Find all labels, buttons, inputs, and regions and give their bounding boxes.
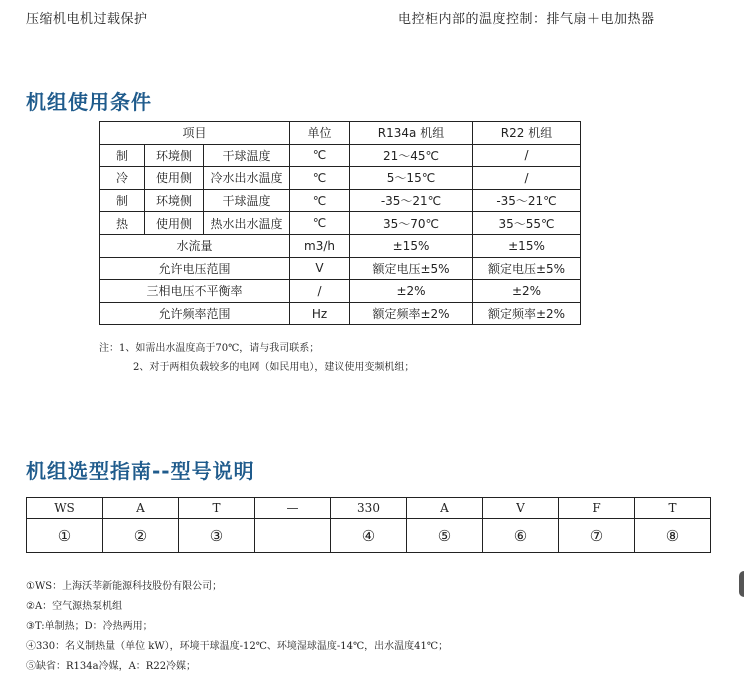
row-side: 使用侧 <box>145 212 204 235</box>
row-unit: ℃ <box>290 144 350 167</box>
code-cell: F <box>559 498 635 519</box>
row-unit: / <box>290 280 350 303</box>
table-row <box>100 189 581 212</box>
code-cell: A <box>407 498 483 519</box>
legend-item: ②A：空气源热泵机组 <box>26 601 123 612</box>
row-r134a-value: 5～15℃ <box>350 167 473 190</box>
row-r22-value: 额定电压±5% <box>473 257 581 280</box>
row-r22-value: 35～55℃ <box>473 212 581 235</box>
note-1: 注：1、如需出水温度高于70℃，请与我司联系； <box>99 343 320 354</box>
row-side: 环境侧 <box>145 189 204 212</box>
operating-conditions-table <box>99 121 581 325</box>
row-item: 干球温度 <box>204 189 290 212</box>
row-r134a-value: 额定电压±5% <box>350 257 473 280</box>
table-row <box>100 167 581 190</box>
row-r22-value: ±15% <box>473 234 581 257</box>
row-item: 允许电压范围 <box>100 257 290 280</box>
table-row <box>100 257 581 280</box>
table-header-row <box>100 122 581 145</box>
model-code-table <box>26 497 711 553</box>
row-item: 冷水出水温度 <box>204 167 290 190</box>
table-row <box>100 212 581 235</box>
row-r22-value: 额定频率±2% <box>473 302 581 325</box>
code-cell: T <box>179 498 255 519</box>
table-notes <box>99 339 414 377</box>
marker-cell: ① <box>27 519 103 553</box>
row-r134a-value: 额定频率±2% <box>350 302 473 325</box>
header-cell-unit: 单位 <box>290 122 350 145</box>
row-r22-value: -35～21℃ <box>473 189 581 212</box>
marker-cell: ⑤ <box>407 519 483 553</box>
marker-cell: ④ <box>331 519 407 553</box>
code-cell: — <box>255 498 331 519</box>
header-left-text: 压缩机电机过载保护 <box>26 12 148 27</box>
row-item: 热水出水温度 <box>204 212 290 235</box>
marker-cell: ⑧ <box>635 519 711 553</box>
header-cell-r134a: R134a 机组 <box>350 122 473 145</box>
heating-label-top: 制 <box>100 189 145 212</box>
section-title-operating-conditions: 机组使用条件 <box>26 90 152 114</box>
marker-cell <box>255 519 331 553</box>
row-item: 允许频率范围 <box>100 302 290 325</box>
table-row <box>100 234 581 257</box>
row-r22-value: ±2% <box>473 280 581 303</box>
row-r134a-value: 21～45℃ <box>350 144 473 167</box>
row-unit: ℃ <box>290 189 350 212</box>
row-side: 使用侧 <box>145 167 204 190</box>
legend-item: ⑤缺省：R134a冷媒，A：R22冷媒； <box>26 661 197 672</box>
heating-label-bottom: 热 <box>100 212 145 235</box>
row-r134a-value: 35～70℃ <box>350 212 473 235</box>
row-item: 干球温度 <box>204 144 290 167</box>
code-cell: 330 <box>331 498 407 519</box>
header-cell-item: 项目 <box>100 122 290 145</box>
code-cell: A <box>103 498 179 519</box>
table-row <box>100 302 581 325</box>
marker-row <box>27 519 711 553</box>
row-item: 三相电压不平衡率 <box>100 280 290 303</box>
marker-cell: ③ <box>179 519 255 553</box>
section-title-model-guide: 机组选型指南--型号说明 <box>26 459 255 483</box>
cooling-label-top: 制 <box>100 144 145 167</box>
row-item: 水流量 <box>100 234 290 257</box>
row-r134a-value: ±15% <box>350 234 473 257</box>
row-unit: V <box>290 257 350 280</box>
model-legend <box>26 577 448 677</box>
page-edge-tab <box>739 571 744 597</box>
marker-cell: ② <box>103 519 179 553</box>
legend-item: ③T:单制热；D：冷热两用； <box>26 621 153 632</box>
table-row <box>100 280 581 303</box>
row-r22-value: / <box>473 167 581 190</box>
model-code-row <box>27 498 711 519</box>
table-row <box>100 144 581 167</box>
row-unit: m3/h <box>290 234 350 257</box>
row-unit: Hz <box>290 302 350 325</box>
marker-cell: ⑦ <box>559 519 635 553</box>
header-cell-r22: R22 机组 <box>473 122 581 145</box>
row-r134a-value: -35～21℃ <box>350 189 473 212</box>
row-r22-value: / <box>473 144 581 167</box>
row-unit: ℃ <box>290 212 350 235</box>
note-2: 2、对于两相负载较多的电网（如民用电），建议使用变频机组； <box>133 362 415 373</box>
marker-cell: ⑥ <box>483 519 559 553</box>
code-cell: V <box>483 498 559 519</box>
code-cell: WS <box>27 498 103 519</box>
row-r134a-value: ±2% <box>350 280 473 303</box>
row-unit: ℃ <box>290 167 350 190</box>
legend-item: ①WS：上海沃莘新能源科技股份有限公司； <box>26 581 223 592</box>
legend-item: ④330：名义制热量（单位 kW），环境干球温度-12℃、环境湿球温度-14℃，出水温度41℃； <box>26 641 449 652</box>
code-cell: T <box>635 498 711 519</box>
row-side: 环境侧 <box>145 144 204 167</box>
cooling-label-bottom: 冷 <box>100 167 145 190</box>
header-right-text: 电控柜内部的温度控制：排气扇＋电加热器 <box>398 12 655 27</box>
